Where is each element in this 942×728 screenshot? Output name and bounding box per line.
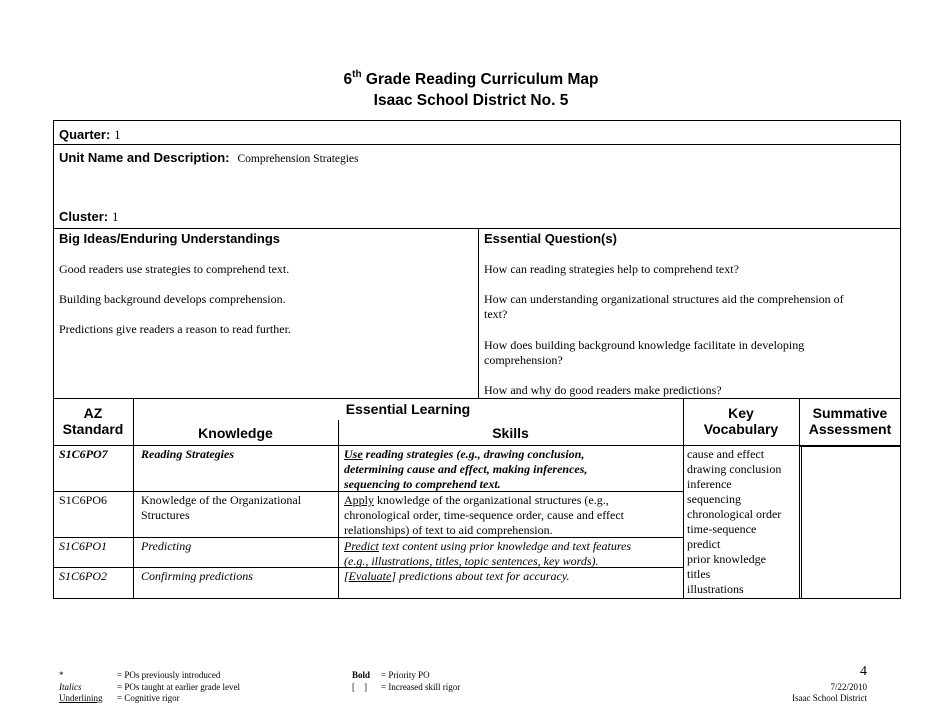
unit-value: Comprehension Strategies — [237, 153, 359, 165]
divider-summative-inner — [801, 445, 802, 599]
quarter-row — [59, 126, 121, 144]
row-3-skills-text: text content using prior knowledge and text features — [378, 539, 632, 553]
essential-question-cont: comprehension? — [484, 353, 563, 367]
row-2-knowledge-line-1: Knowledge of the Organizational — [141, 493, 302, 507]
document-title — [0, 70, 942, 89]
footer-date: 7/22/2010 — [830, 682, 867, 692]
legend-symbol: * — [59, 670, 64, 680]
legend-symbol: Underlining — [59, 693, 103, 703]
row-3-knowledge: Predicting — [141, 539, 192, 553]
essential-question: How can understanding organizational structures aid the comprehension of — [484, 292, 844, 306]
unit-label: Unit Name and Description: — [59, 150, 230, 165]
vocab-item: sequencing — [687, 492, 741, 506]
legend-meaning: = Priority PO — [381, 670, 430, 680]
title-text: Grade Reading Curriculum Map — [361, 71, 599, 89]
big-idea-item: Good readers use strategies to comprehend text. — [59, 262, 290, 276]
district-title: Isaac School District No. 5 — [373, 92, 569, 109]
rule-after-column-headers — [53, 445, 901, 446]
row-4-knowledge: Confirming predictions — [141, 569, 253, 583]
row-4-standard: S1C6PO2 — [59, 569, 107, 583]
row-2-skills-line-1 — [344, 493, 609, 508]
row-1-skills-line-1 — [344, 447, 584, 462]
col-key: Key — [728, 405, 754, 421]
legend-symbol: Italics — [59, 682, 82, 692]
legend-meaning: = Increased skill rigor — [381, 682, 461, 692]
row-3-skills-line-2: (e.g., illustrations, titles, topic sentences, key words). — [344, 554, 599, 568]
legend-meaning: = Cognitive rigor — [117, 693, 180, 703]
vocab-item: cause and effect — [687, 447, 765, 461]
col-skills: Skills — [492, 425, 529, 441]
vocab-item: prior knowledge — [687, 552, 766, 566]
legend-symbol: [ ] — [352, 682, 367, 692]
rule-summative-top — [799, 445, 901, 447]
row-4-skills-line-1 — [344, 569, 570, 584]
row-2-skills-line-2: chronological order, time-sequence order, cause and effect — [344, 508, 625, 522]
rule-after-cluster — [53, 228, 901, 229]
vocab-item: titles — [687, 567, 711, 581]
row-2-standard: S1C6PO6 — [59, 493, 108, 507]
col-knowledge: Knowledge — [198, 425, 273, 441]
essential-question: How and why do good readers make predictions? — [484, 383, 722, 397]
row-1-skills-line-3: sequencing to comprehend text. — [344, 477, 501, 491]
cluster-value: 1 — [112, 210, 119, 224]
rule-after-big-ideas — [53, 398, 901, 399]
row-3-skills-line-1 — [344, 539, 631, 554]
row-2-skills-line-3: relationships) of text to aid comprehension. — [344, 523, 553, 537]
legend-meaning: = POs taught at earlier grade level — [117, 682, 241, 692]
col-assessment: Assessment — [808, 421, 892, 437]
quarter-label: Quarter: — [59, 127, 111, 142]
footer-district: Isaac School District — [792, 693, 867, 703]
legend-symbol: Bold — [352, 670, 371, 680]
col-standard: Standard — [62, 421, 124, 437]
row-4-bracket-close: ] — [391, 569, 396, 583]
page-number: 4 — [860, 664, 867, 679]
quarter-value: 1 — [114, 128, 121, 142]
row-4-bracket-open: [ — [344, 569, 349, 583]
big-ideas-heading: Big Ideas/Enduring Understandings — [59, 231, 281, 246]
row-1-skills-text: reading strategies (e.g., drawing conclusion, — [362, 447, 585, 461]
row-3-skills-verb: Predict — [344, 539, 379, 553]
essential-question: How can reading strategies help to comprehend text? — [484, 262, 739, 276]
vocab-item: time-sequence — [687, 522, 757, 536]
row-2-knowledge-line-2: Structures — [141, 508, 190, 522]
col-az: AZ — [83, 405, 103, 421]
row-3-standard: S1C6PO1 — [59, 539, 107, 553]
cluster-label: Cluster: — [59, 209, 109, 224]
rule-after-quarter — [53, 144, 901, 145]
row-1-standard: S1C6PO7 — [59, 447, 108, 461]
vocab-item: drawing conclusion — [687, 462, 782, 476]
big-idea-item: Building background develops comprehension. — [59, 292, 286, 306]
row-2-skills-verb: Apply — [344, 493, 374, 507]
divider-knowledge-skills — [338, 420, 339, 599]
col-summative: Summative — [812, 405, 888, 421]
title-grade: 6 — [343, 71, 353, 89]
row-1-knowledge: Reading Strategies — [141, 447, 235, 461]
row-1-skills-verb: Use — [344, 447, 363, 461]
divider-big-ideas-questions — [478, 228, 479, 398]
vocab-item: chronological order — [687, 507, 782, 521]
cluster-row — [59, 208, 118, 226]
big-idea-item: Predictions give readers a reason to read further. — [59, 322, 291, 336]
vocab-item: predict — [687, 537, 721, 551]
col-vocabulary: Vocabulary — [703, 421, 779, 437]
row-4-skills-verb: Evaluate — [348, 569, 392, 583]
essential-question: How does building background knowledge facilitate in developing — [484, 338, 805, 352]
vocab-item: illustrations — [687, 582, 744, 596]
title-ordinal-suffix: th — [352, 69, 362, 80]
col-essential-learning: Essential Learning — [345, 401, 471, 417]
essential-question-cont: text? — [484, 307, 508, 321]
row-2-skills-text: knowledge of the organizational structures (e.g., — [374, 493, 609, 507]
row-1-skills-line-2: determining cause and effect, making inferences, — [344, 462, 588, 476]
unit-row — [59, 149, 359, 167]
row-4-skills-text: predictions about text for accuracy. — [396, 569, 570, 583]
vocab-item: inference — [687, 477, 732, 491]
legend-meaning: = POs previously introduced — [117, 670, 221, 680]
essential-questions-heading: Essential Question(s) — [484, 231, 617, 246]
